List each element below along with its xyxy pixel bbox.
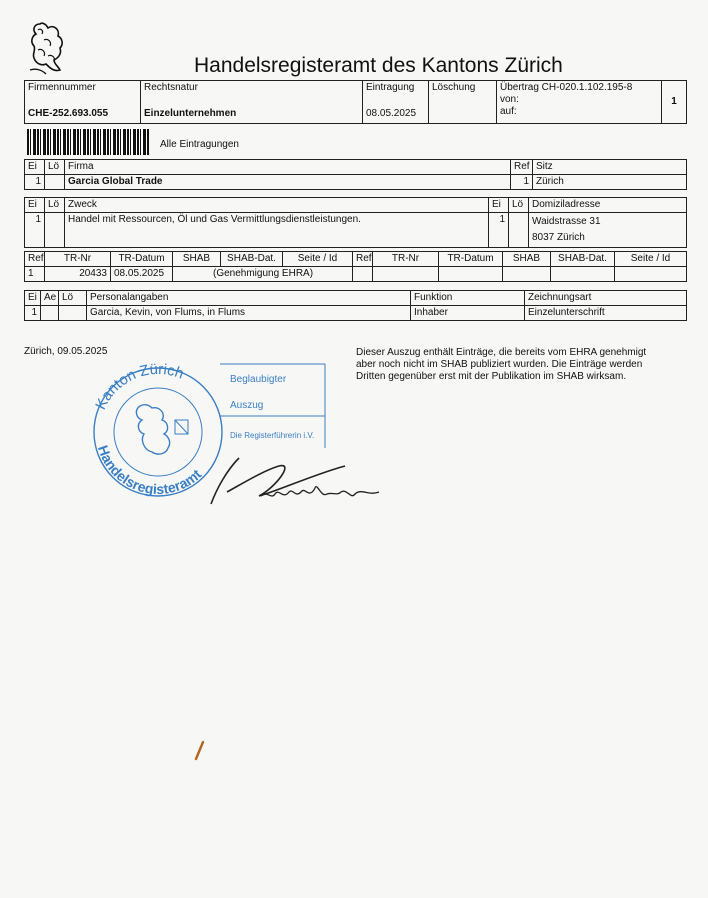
- col-header-loe: Lö: [45, 160, 65, 175]
- person-ei: 1: [25, 306, 41, 321]
- col-header-loe: Lö: [59, 291, 87, 306]
- col-header-sitz: Sitz: [533, 160, 687, 175]
- col-header-ei: Ei: [25, 198, 45, 213]
- col-header-ei2: Ei: [489, 198, 509, 213]
- col-header-shab-dat: SHAB-Dat.: [221, 252, 283, 267]
- person-loe: [59, 306, 87, 321]
- domiziladresse: [529, 213, 687, 248]
- uebertrag-cell: [497, 81, 662, 124]
- col-header-zweck: Zweck: [65, 198, 489, 213]
- col-header-domiziladresse: Domiziladresse: [529, 198, 687, 213]
- domizil-strasse: Waidstrasse 31: [532, 216, 601, 227]
- firma-table: [24, 159, 687, 190]
- page-number: 1: [662, 81, 687, 124]
- firma-loe: [45, 175, 65, 190]
- eintragung-date: 08.05.2025: [366, 108, 417, 119]
- loeschung-label: Löschung: [432, 82, 476, 93]
- col-header-tr-datum-2: TR-Datum: [439, 252, 503, 267]
- header-table: [24, 80, 687, 124]
- person-funktion: Inhaber: [411, 306, 525, 321]
- col-header-seite-id-2: Seite / Id: [615, 252, 687, 267]
- notice-text: [356, 347, 686, 383]
- firma-sitz: Zürich: [533, 175, 687, 190]
- canton-lion-logo: [24, 20, 68, 76]
- pen-mark: [193, 740, 205, 762]
- empty-cell: [551, 267, 615, 282]
- firma-ref: 1: [511, 175, 533, 190]
- rechtsnatur-label: Rechtsnatur: [144, 82, 198, 93]
- rechtsnatur-cell: [141, 81, 363, 124]
- barcode: [27, 129, 149, 155]
- page-title: Handelsregisteramt des Kantons Zürich: [194, 54, 563, 77]
- col-header-ei: Ei: [25, 160, 45, 175]
- eintragung-label: Eintragung: [366, 82, 415, 93]
- col-header-ref: Ref: [25, 252, 45, 267]
- eintragung-cell: [363, 81, 429, 124]
- firma-name: Garcia Global Trade: [65, 175, 511, 190]
- alle-eintragungen-label: Alle Eintragungen: [160, 139, 239, 150]
- firmennummer-label: Firmennummer: [28, 82, 96, 93]
- col-header-firma: Firma: [65, 160, 511, 175]
- col-header-ae: Ae: [41, 291, 59, 306]
- empty-cell: [439, 267, 503, 282]
- col-header-loe2: Lö: [509, 198, 529, 213]
- table-row: [25, 306, 687, 321]
- zweck-loe: [45, 213, 65, 248]
- col-header-funktion: Funktion: [411, 291, 525, 306]
- col-header-tr-datum: TR-Datum: [111, 252, 173, 267]
- col-header-ref-2: Ref: [353, 252, 373, 267]
- col-header-loe: Lö: [45, 198, 65, 213]
- empty-cell: [503, 267, 551, 282]
- col-header-tr-nr-2: TR-Nr: [373, 252, 439, 267]
- place-date: Zürich, 09.05.2025: [24, 346, 108, 357]
- empty-cell: [615, 267, 687, 282]
- col-header-tr-nr: TR-Nr: [45, 252, 111, 267]
- domizil-ei: 1: [489, 213, 509, 248]
- person-table: [24, 290, 687, 321]
- stamp-ring-top: Kanton Zürich: [92, 360, 187, 413]
- col-header-personalangaben: Personalangaben: [87, 291, 411, 306]
- zweck-ei: 1: [25, 213, 45, 248]
- tr-nr: 20433: [45, 267, 111, 282]
- domizil-ort: 8037 Zürich: [532, 232, 585, 243]
- handwritten-signature: [205, 448, 385, 518]
- auf-label: auf:: [500, 106, 517, 117]
- notice-line: aber noch nicht im SHAB publiziert wurden. Die Einträge werden: [356, 359, 643, 370]
- col-header-shab: SHAB: [173, 252, 221, 267]
- table-row: [25, 175, 687, 190]
- firmennummer-cell: [25, 81, 141, 124]
- notice-line: Dritten gegenüber erst mit der Publikation im SHAB wirksam.: [356, 371, 627, 382]
- domizil-loe: [509, 213, 529, 248]
- table-row: [25, 213, 687, 248]
- firma-ei: 1: [25, 175, 45, 190]
- table-row: [25, 267, 687, 282]
- uebertrag-label: Übertrag CH-020.1.102.195-8: [500, 82, 633, 93]
- loeschung-cell: [429, 81, 497, 124]
- stamp-ring-bottom: Handelsregisteramt: [94, 443, 205, 498]
- notice-line: Dieser Auszug enthält Einträge, die bereits vom EHRA genehmigt: [356, 347, 647, 358]
- firmennummer-value: CHE-252.693.055: [28, 108, 109, 119]
- von-label: von:: [500, 94, 519, 105]
- person-ae: [41, 306, 59, 321]
- col-header-shab-2: SHAB: [503, 252, 551, 267]
- stamp-box-line3: Die Registerführerin i.V.: [230, 431, 315, 440]
- col-header-ei: Ei: [25, 291, 41, 306]
- stamp-box-line1: Beglaubigter: [230, 374, 287, 385]
- col-header-ref: Ref: [511, 160, 533, 175]
- zweck-table: [24, 197, 687, 248]
- rechtsnatur-value: Einzelunternehmen: [144, 108, 237, 119]
- person-angaben: Garcia, Kevin, von Flums, in Flums: [87, 306, 411, 321]
- tr-note: (Genehmigung EHRA): [173, 267, 353, 282]
- tr-table: [24, 251, 687, 282]
- zweck-text: Handel mit Ressourcen, Öl und Gas Vermittlungsdienstleistungen.: [65, 213, 489, 248]
- empty-cell: [353, 267, 373, 282]
- tr-ref: 1: [25, 267, 45, 282]
- stamp-box-line2: Auszug: [230, 400, 264, 411]
- col-header-zeichnungsart: Zeichnungsart: [525, 291, 687, 306]
- col-header-seite-id: Seite / Id: [283, 252, 353, 267]
- person-zeichnungsart: Einzelunterschrift: [525, 306, 687, 321]
- tr-datum: 08.05.2025: [111, 267, 173, 282]
- empty-cell: [373, 267, 439, 282]
- col-header-shab-dat-2: SHAB-Dat.: [551, 252, 615, 267]
